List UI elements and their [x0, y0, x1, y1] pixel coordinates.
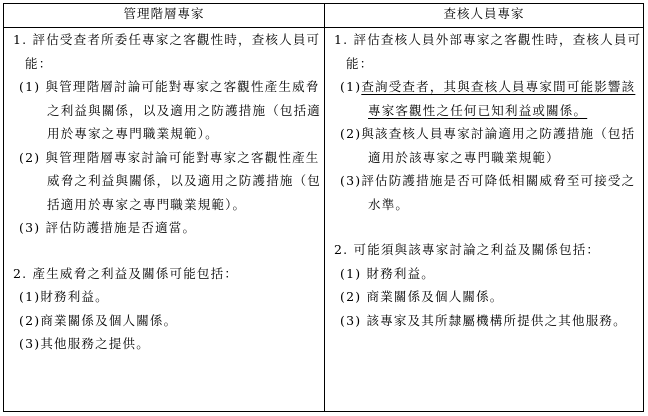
right-section-2-heading [325, 238, 643, 262]
left-s2-number: 2. [13, 265, 28, 281]
right-s2-item3-text: 該專家及其所隸屬機構所提供之其他服務。 [366, 312, 627, 328]
list-item [325, 122, 643, 169]
header-management-expert: 管理階層專家 [4, 4, 325, 28]
right-s1-text: 評估查核人員外部專家之客觀性時，查核人員可能： [346, 32, 642, 71]
right-s2-text: 可能須與該專家討論之利益及關係包括： [353, 242, 601, 257]
left-section-2-heading [4, 262, 324, 286]
right-s1-item1-text: 查詢受查者，其與查核人員專家間可能影響該專家客觀性之任何已知利益或關係。 [361, 79, 636, 118]
content-row [4, 28, 644, 412]
right-s2-item2-text: 商業關係及個人關係。 [366, 289, 504, 304]
left-s2-item2-text: 商業關係及個人關係。 [40, 312, 178, 328]
right-s1-item3-text: 評估防護措施是否可降低相關威脅至可接受之水準。 [361, 173, 636, 212]
left-s2-text: 產生威脅之利益及關係可能包括： [32, 265, 239, 281]
left-s1-item2-number: (2) [19, 149, 41, 165]
left-s2-item3-text: 其他服務之提供。 [40, 336, 150, 351]
header-row [4, 4, 644, 28]
header-auditor-expert: 查核人員專家 [325, 4, 644, 28]
right-s2-number: 2. [334, 242, 349, 257]
left-column [4, 28, 325, 412]
right-s2-item1-number: (1) [340, 265, 362, 281]
left-s1-text: 評估受查者所委任專家之客觀性時，查核人員可能： [25, 32, 321, 71]
list-item [325, 75, 643, 122]
list-item [4, 216, 324, 240]
right-s2-item1-text: 財務利益。 [366, 265, 436, 281]
left-s1-number: 1. [13, 32, 28, 47]
list-item [325, 285, 643, 309]
comparison-table [3, 3, 644, 412]
right-s1-item2-text: 與該查核人員專家討論適用之防護措施（包括適用於該專家之專門職業規範） [361, 126, 636, 165]
right-column [325, 28, 644, 412]
section-spacer [325, 216, 643, 238]
list-item [325, 309, 643, 333]
right-section-2 [325, 238, 643, 332]
right-s1-number: 1. [334, 32, 349, 47]
left-s2-item1-text: 財務利益。 [40, 289, 109, 304]
left-section-2 [4, 262, 324, 356]
section-spacer [4, 240, 324, 262]
left-section-1-heading [4, 28, 324, 75]
left-s2-item1-number: (1) [19, 289, 41, 304]
left-s2-item2-number: (2) [19, 312, 41, 328]
right-section-1 [325, 28, 643, 216]
right-s2-item2-number: (2) [340, 289, 362, 304]
left-s2-item3-number: (3) [19, 336, 41, 351]
right-section-1-heading [325, 28, 643, 75]
left-s1-item2-text: 與管理階層專家討論可能對專家之客觀性產生威脅之利益與關係，以及適用之防護措施（包括適用於專家之專門職業規範）。 [45, 149, 322, 212]
right-s1-item1-number: (1) [340, 79, 362, 94]
list-item [4, 332, 324, 356]
list-item [325, 262, 643, 286]
list-item [4, 75, 324, 146]
left-s1-item3-number: (3) [19, 220, 41, 235]
left-s1-item1-number: (1) [19, 79, 41, 94]
left-section-1 [4, 28, 324, 240]
right-s2-item3-number: (3) [340, 312, 362, 328]
left-s1-item3-text: 評估防護措施是否適當。 [45, 220, 197, 235]
list-item [4, 146, 324, 217]
list-item [325, 169, 643, 216]
right-s1-item3-number: (3) [340, 173, 362, 188]
right-s1-item2-number: (2) [340, 126, 362, 141]
list-item [4, 285, 324, 309]
list-item [4, 309, 324, 333]
left-s1-item1-text: 與管理階層討論可能對專家之客觀性產生威脅之利益與關係，以及適用之防護措施（包括適用於專家之專門職業規範）。 [45, 79, 322, 141]
